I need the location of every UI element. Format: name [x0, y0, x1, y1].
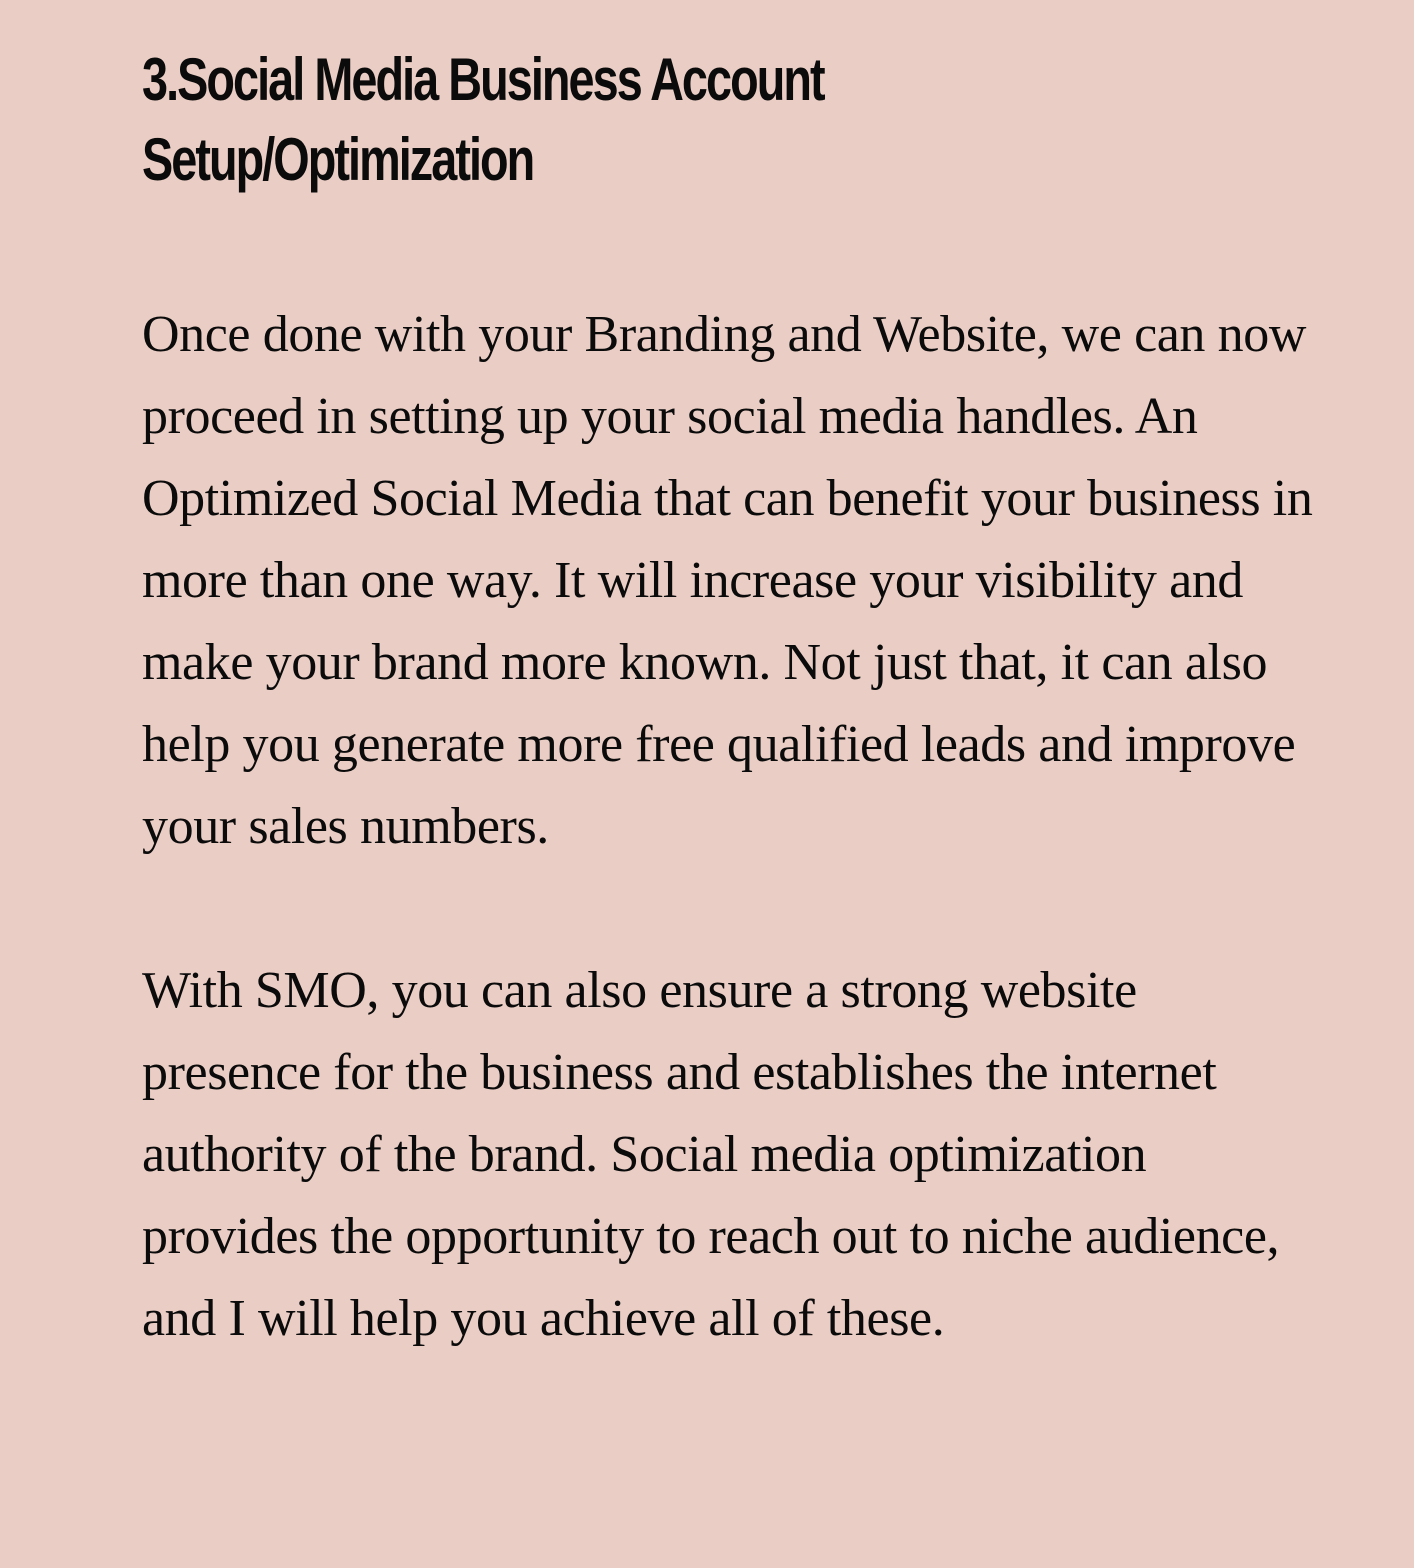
paragraph-smo-benefits: With SMO, you can also ensure a strong website presence for the business and establishes the internet authority of the brand. Social media optimization provides the opportunity to reach out to niche audience, and I will help you achieve all of these.: [142, 962, 1280, 1347]
content-section: [142, 40, 1322, 1360]
paragraph-social-media-setup: Once done with your Branding and Website, we can now proceed in setting up your social media handles. An Optimized Social Media that can benefit your business in more than one way. It will increase your visibility and make your brand more known. Not just that, it can also help you generate more free qualified leads and improve your sales numbers.: [142, 306, 1313, 855]
section-heading: 3.Social Media Business Account Setup/Optimization: [142, 46, 824, 193]
